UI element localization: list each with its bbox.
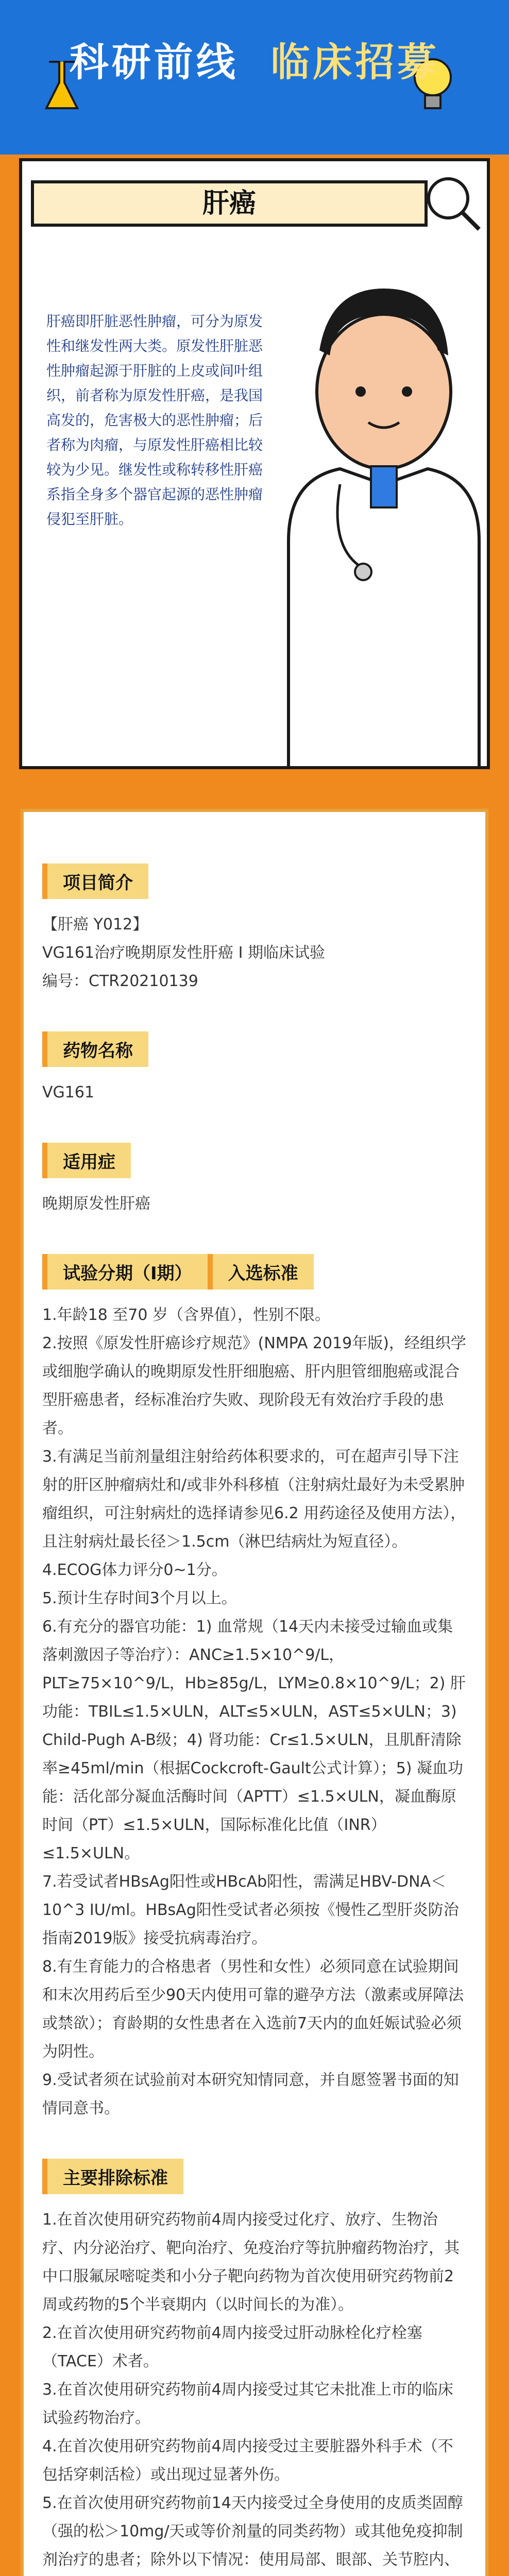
hero-banner [0, 0, 509, 809]
section-line: VG161治疗晚期原发性肝癌 I 期临床试验 [42, 944, 325, 962]
section-line: 9.受试者须在试验前对本研究知情同意，并自愿签署书面的知情同意书。 [42, 2071, 459, 2117]
section-line: 3.有满足当前剂量组注射给药体积要求的，可在超声引导下注射的肝区肿瘤病灶和/或非外科移植（注射病灶最好为未受累肿瘤组织，可注射病灶的选择请参见6.2 用药途径及使用方法），且注射病灶最长径＞1.5cm（淋巴结病灶为短直径）。 [42, 1448, 466, 1551]
section-line: 5.在首次使用研究药物前14天内接受过全身使用的皮质类固醇（强的松＞10mg/天或等价剂量的同类药物）或其他免疫抑制剂治疗的患者；除外以下情况：使用局部、眼部、关节腔内、 [42, 2494, 463, 2569]
section-line: 晚期原发性肝癌 [42, 1195, 150, 1213]
banner-title-right: 临床招募 [270, 39, 440, 85]
section-heading: 适用症 [42, 1143, 131, 1178]
sections-container [42, 812, 467, 2576]
section-line: 【肝癌 Y012】 [42, 916, 148, 934]
section-heading: 入选标准 [208, 1254, 314, 1290]
section-line: 1.在首次使用研究药物前4周内接受过化疗、放疗、生物治疗、内分泌治疗、靶向治疗、免疫治疗等抗肿瘤药物治疗，其中口服氟尿嘧啶类和小分子靶向药物为首次使用研究药物前2周或药物的5个半衰期内（以时间长的为准）。 [42, 2211, 460, 2314]
disease-title: 肝癌 [202, 188, 256, 219]
section-heading: 药物名称 [42, 1031, 148, 1067]
section-heading: 试验分期（I期） [42, 1254, 208, 1290]
section-line: 3.在首次使用研究药物前4周内接受过其它未批准上市的临床试验药物治疗。 [42, 2381, 453, 2427]
section-line: VG161 [42, 1083, 95, 1101]
intro-paragraph: 肝癌即肝脏恶性肿瘤，可分为原发性和继发性两大类。原发性肝脏恶性肿瘤起源于肝脏的上皮或间叶组织，前者称为原发性肝癌，是我国高发的，危害极大的恶性肿瘤；后者称为肉瘤，与原发性肝癌相比较较为少见。继发性或称转移性肝癌系指全身多个器官起源的恶性肿瘤侵犯至肝脏。 [46, 313, 263, 528]
section-heading: 主要排除标准 [42, 2159, 183, 2194]
section-body [42, 910, 467, 995]
section-line: 6.有充分的器官功能：1) 血常规（14天内未接受过输血或集落刺激因子等治疗）：ANC≥1.5×10^9/L，PLT≥75×10^9/L，Hb≥85g/L，LYM≥0.8×10^9/L；2) 肝功能：TBIL≤1.5×ULN，ALT≤5×ULN，AST≤5×ULN；3) Child-Pugh A-B级；4) 肾功能：Cr≤1.5×ULN，且肌酐清除率≥45ml/min（根据Cockcroft-Gault公式计算）；5) 凝血功能：活化部分凝血活酶时间（APTT）≤1.5×ULN，凝血酶原时间（PT）≤1.5×ULN，国际标准化比值（INR）≤1.5×ULN。 [42, 1618, 466, 1862]
section-line: 4.ECOG体力评分0~1分。 [42, 1561, 227, 1579]
section-line: 2.按照《原发性肝癌诊疗规范》(NMPA 2019年版)，经组织学或细胞学确认的晚期原发性肝细胞癌、肝内胆管细胞癌或混合型肝癌患者，经标准治疗失败、现阶段无有效治疗手段的患者。 [42, 1334, 466, 1437]
section-line: 编号：CTR20210139 [42, 972, 198, 990]
section-body [42, 1301, 467, 2123]
section-body [42, 1190, 467, 1218]
section-body [42, 2206, 467, 2576]
hero-title-box [31, 180, 428, 227]
banner-title [0, 31, 509, 87]
hero-intro [46, 309, 268, 532]
section-line: 4.在首次使用研究药物前4周内接受过主要脏器外科手术（不包括穿刺活检）或出现过显著外伤。 [42, 2437, 453, 2484]
section-line: 2.在首次使用研究药物前4周内接受过肝动脉栓化疗栓塞（TACE）术者。 [42, 2324, 422, 2370]
section-line: 1.年龄18 至70 岁（含界值），性别不限。 [42, 1306, 331, 1324]
section-line: 8.有生育能力的合格患者（男性和女性）必须同意在试验期间和末次用药后至少90天内使用可靠的避孕方法（激素或屏障法或禁欲）；育龄期的女性患者在入选前7天内的血妊娠试验必须为阴性。 [42, 1958, 464, 2061]
section-body [42, 1078, 467, 1107]
content-card [21, 809, 488, 2576]
section-line: 7.若受试者HBsAg阳性或HBcAb阳性，需满足HBV-DNA＜10^3 IU/ml。HBsAg阳性受试者必须按《慢性乙型肝炎防治指南2019版》接受抗病毒治疗。 [42, 1873, 459, 1947]
section-heading: 项目简介 [42, 863, 148, 899]
section-line: 5.预计生存时间3个月以上。 [42, 1589, 237, 1607]
banner-title-left: 科研前线 [69, 39, 239, 85]
